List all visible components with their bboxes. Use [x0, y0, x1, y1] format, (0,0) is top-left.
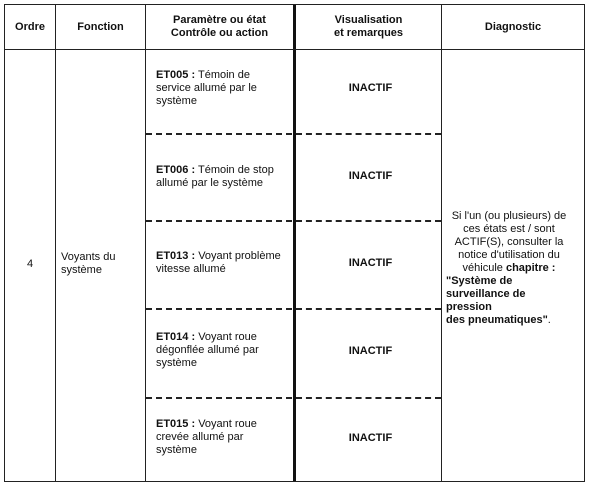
param-desc: Voyant roue — [198, 418, 257, 430]
param-code: ET015 : — [156, 418, 196, 430]
header-visualisation-line1: Visualisation — [334, 14, 403, 26]
diagnostic-line: ACTIF(S), consulter la — [454, 236, 564, 248]
header-parametre — [146, 5, 293, 49]
header-ordre-label: Ordre — [15, 20, 45, 33]
fonction-value — [61, 251, 143, 277]
state-et014: INACTIF — [348, 345, 393, 357]
param-desc: vitesse allumé — [156, 263, 226, 275]
header-ordre — [5, 5, 55, 49]
param-code: ET006 : — [156, 164, 196, 176]
param-item-et013 — [156, 250, 294, 276]
row-separator — [146, 220, 292, 222]
param-item-et006 — [156, 164, 294, 190]
row-separator — [296, 308, 441, 310]
column-divider — [55, 5, 56, 481]
param-desc: système — [156, 444, 197, 456]
fonction-line1: Voyants du — [61, 251, 116, 263]
header-parametre-line1: Paramètre ou état — [173, 14, 266, 26]
param-desc: système — [156, 95, 197, 107]
fonction-line2: système — [61, 264, 102, 276]
ordre-value: 4 — [26, 258, 34, 270]
row-separator — [296, 220, 441, 222]
state-et005: INACTIF — [348, 82, 393, 94]
diagnostic-line: . — [547, 314, 551, 326]
state-et006: INACTIF — [348, 170, 393, 182]
param-code: ET014 : — [156, 331, 196, 343]
diagnostic-table — [4, 4, 585, 482]
header-diagnostic — [442, 5, 584, 49]
header-parametre-line2: Contrôle ou action — [170, 27, 269, 39]
state-et013: INACTIF — [348, 257, 393, 269]
row-separator — [146, 308, 292, 310]
param-item-et014 — [156, 331, 294, 370]
param-code: ET013 : — [156, 250, 196, 262]
param-desc: Voyant problème — [198, 250, 281, 262]
param-desc: Voyant roue — [198, 331, 257, 343]
diagnostic-text — [446, 210, 572, 327]
param-desc: système — [156, 357, 197, 369]
header-visualisation — [296, 5, 441, 49]
row-separator — [296, 397, 441, 399]
diagnostic-line: notice d'utilisation du — [458, 249, 560, 261]
state-et015: INACTIF — [348, 432, 393, 444]
param-desc: crevée allumé par — [156, 431, 244, 443]
param-desc: Témoin de — [198, 69, 250, 81]
diagnostic-line: Si l'un (ou plusieurs) de — [451, 210, 567, 222]
column-divider — [441, 5, 442, 481]
param-desc: dégonflée allumé par — [156, 344, 259, 356]
param-desc: Témoin de stop — [198, 164, 274, 176]
param-item-et005 — [156, 69, 294, 108]
row-separator — [146, 397, 292, 399]
param-desc: allumé par le système — [156, 177, 263, 189]
header-fonction — [56, 5, 145, 49]
diagnostic-bold: chapitre : — [505, 262, 556, 274]
row-separator — [296, 133, 441, 135]
diagnostic-line: ces états est / sont — [463, 223, 555, 235]
header-divider — [5, 49, 584, 50]
column-divider — [145, 5, 146, 481]
param-desc: service allumé par le — [156, 82, 257, 94]
row-separator — [146, 133, 292, 135]
param-item-et015 — [156, 418, 294, 457]
param-code: ET005 : — [156, 69, 196, 81]
header-visualisation-line2: et remarques — [333, 27, 404, 39]
diagnostic-bold: surveillance de pression — [446, 288, 526, 313]
diagnostic-line: véhicule — [462, 262, 503, 274]
diagnostic-bold: des pneumatiques" — [446, 314, 548, 326]
header-diagnostic-label: Diagnostic — [484, 20, 542, 33]
diagnostic-bold: "Système de — [446, 275, 513, 287]
header-fonction-label: Fonction — [77, 20, 124, 33]
